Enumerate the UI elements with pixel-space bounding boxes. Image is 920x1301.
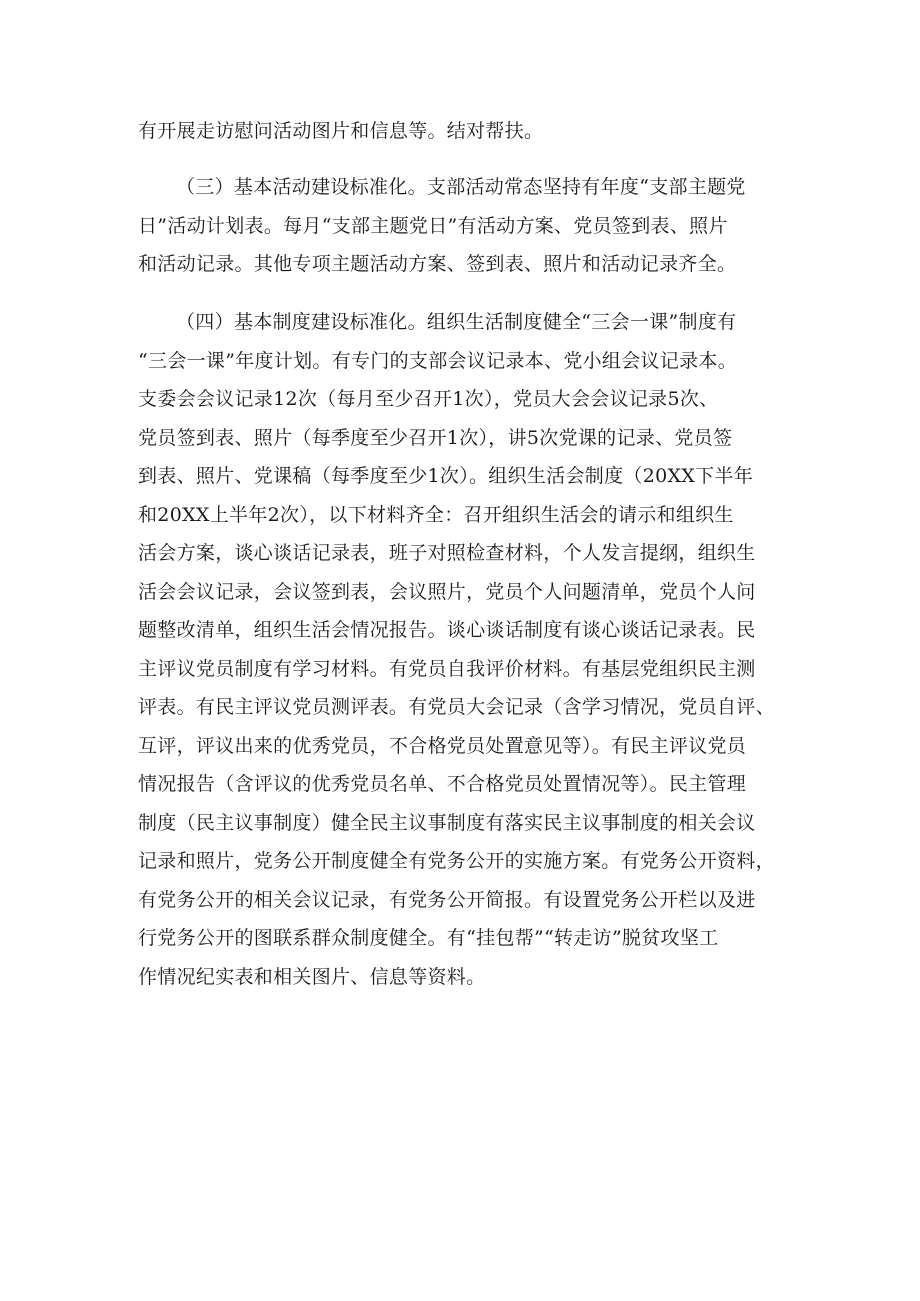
text-line: 活会会议记录，会议签到表，会议照片，党员个人问题清单，党员个人问 bbox=[138, 580, 756, 603]
text-line: 作情况纪实表和相关图片、信息等资料。 bbox=[138, 965, 486, 988]
text-line: 和活动记录。其他专项主题活动方案、签到表、照片和活动记录齐全。 bbox=[138, 253, 737, 275]
paragraph-3 bbox=[138, 303, 798, 996]
text-line: 评表。有民主评议党员测评表。有党员大会记录（含学习情况，党员自评、 bbox=[138, 696, 775, 718]
text-line: （三）基本活动建设标准化。支部活动常态坚持有年度“支部主题党 bbox=[176, 176, 746, 198]
text-line: 主评议党员制度有学习材料。有党员自我评价材料。有基层党组织民主测 bbox=[138, 657, 756, 680]
text-line: （四）基本制度建设标准化。组织生活制度健全“三会一课”制度有 bbox=[176, 311, 737, 333]
text-line: 有开展走访慰问活动图片和信息等。结对帮扶。 bbox=[138, 120, 544, 142]
text-line: 互评，评议出来的优秀党员，不合格党员处置意见等）。有民主评议党员 bbox=[138, 734, 747, 757]
text-line: 题整改清单，组织生活会情况报告。谈心谈话制度有谈心谈话记录表。民 bbox=[138, 619, 756, 641]
text-line: 活会方案，谈心谈话记录表，班子对照检查材料，个人发言提纲，组织生 bbox=[138, 542, 756, 564]
paragraph-1 bbox=[138, 112, 798, 151]
text-line: 到表、照片、党课稿（每季度至少1次）。组织生活会制度（20XX下半年 bbox=[138, 465, 754, 487]
text-line: 党员签到表、照片（每季度至少召开1次），讲5次党课的记录、党员签 bbox=[138, 426, 733, 449]
text-line: 情况报告（含评议的优秀党员名单、不合格党员处置情况等）。民主管理 bbox=[138, 773, 747, 795]
text-line: 制度（民主议事制度）健全民主议事制度有落实民主议事制度的相关会议 bbox=[138, 811, 756, 834]
text-line: 支委会会议记录12次（每月至少召开1次），党员大会会议记录5次、 bbox=[138, 388, 719, 410]
text-line: 有党务公开的相关会议记录，有党务公开简报。有设置党务公开栏以及进 bbox=[138, 888, 756, 911]
text-line: 行党务公开的图联系群众制度健全。有“挂包帮”“转走访”脱贫攻坚工 bbox=[138, 927, 719, 949]
text-line: 记录和照片，党务公开制度健全有党务公开的实施方案。有党务公开资料， bbox=[138, 850, 775, 872]
text-line: “三会一课”年度计划。有专门的支部会议记录本、党小组会议记录本。 bbox=[138, 349, 738, 372]
paragraph-2 bbox=[138, 168, 798, 284]
text-line: 和20XX上半年2次），以下材料齐全：召开组织生活会的请示和组织生 bbox=[138, 503, 734, 526]
text-line: 日”活动计划表。每月“支部主题党日”有活动方案、党员签到表、照片 bbox=[138, 214, 728, 237]
